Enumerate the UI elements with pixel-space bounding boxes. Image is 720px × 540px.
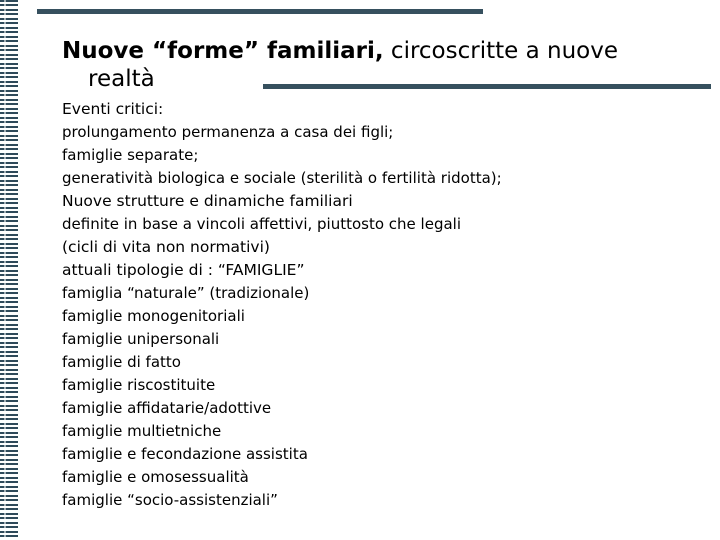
- body-line-1: Eventi critici:: [62, 100, 164, 118]
- title-rest: circoscritte a nuove: [383, 38, 618, 64]
- body-line-2: prolungamento permanenza a casa dei figli;: [62, 123, 394, 141]
- body-line-4: generatività biologica e sociale (sterilità o fertilità ridotta);: [62, 169, 502, 187]
- title-bold: Nuove “forme” familiari,: [62, 38, 384, 64]
- body-line-16: famiglie e fecondazione assistita: [62, 445, 308, 463]
- body-line-10: famiglie monogenitoriali: [62, 307, 245, 325]
- body-line-18: famiglie “socio-assistenziali”: [62, 491, 278, 509]
- body-line-15: famiglie multietniche: [62, 422, 222, 440]
- body-line-12: famiglie di fatto: [62, 353, 181, 371]
- slide-title: [62, 37, 682, 93]
- body-line-3: famiglie separate;: [62, 146, 199, 164]
- body-line-8: attuali tipologie di : “FAMIGLIE”: [62, 261, 305, 279]
- body-line-17: famiglie e omosessualità: [62, 468, 249, 486]
- body-line-5: Nuove strutture e dinamiche familiari: [62, 192, 353, 210]
- title-line2: realtà: [88, 66, 155, 92]
- body-line-9: famiglia “naturale” (tradizionale): [62, 284, 310, 302]
- left-decorative-pattern: [0, 0, 18, 540]
- body-line-14: famiglie affidatarie/adottive: [62, 399, 272, 417]
- body-line-11: famiglie unipersonali: [62, 330, 220, 348]
- body-line-7: (cicli di vita non normativi): [62, 238, 270, 256]
- body-line-13: famiglie riscostituite: [62, 376, 216, 394]
- body-line-6: definite in base a vincoli affettivi, piuttosto che legali: [62, 215, 461, 233]
- top-accent-bar: [37, 9, 483, 14]
- slide-body: [62, 98, 692, 512]
